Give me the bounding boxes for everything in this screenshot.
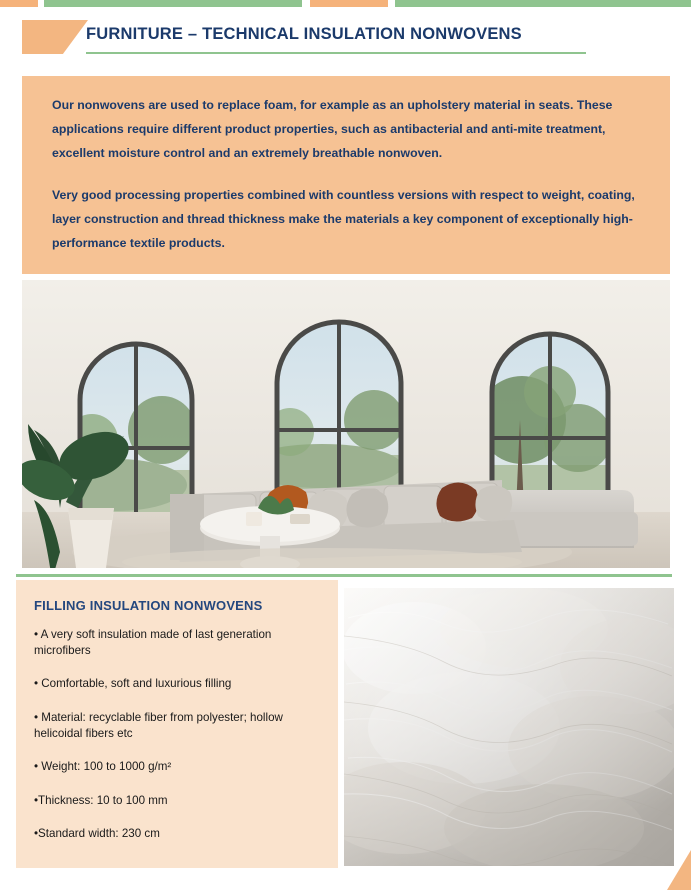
- list-item: • Weight: 100 to 1000 g/m²: [34, 760, 172, 774]
- top-bar-segment-1: [0, 0, 38, 7]
- list-item: •Standard width: 230 cm: [34, 827, 160, 841]
- list-item: • Comfortable, soft and luxurious filling: [34, 677, 232, 691]
- intro-panel: [22, 76, 670, 274]
- top-bar-segment-4: [395, 0, 691, 7]
- top-bar-segment-3: [310, 0, 388, 7]
- fiber-wadding-photo: [344, 588, 674, 866]
- intro-paragraph-1: Our nonwovens are used to replace foam, for example as an upholstery material in seats. These applications require different product properties, such as antibacterial and anti-mite treatment, excellent moisture control and an extremely breathable nonwoven.: [52, 98, 613, 160]
- living-room-photo: [22, 280, 670, 568]
- filling-insulation-bullet-list: [34, 627, 322, 842]
- filling-insulation-heading: FILLING INSULATION NONWOVENS: [34, 598, 263, 613]
- list-item: • A very soft insulation made of last generation microfibers: [34, 628, 272, 657]
- filling-insulation-panel: [16, 580, 338, 868]
- intro-paragraph-2: Very good processing properties combined with countless versions with respect to weight, coating, layer construction and thread thickness make the materials a key component of exceptionally high-performance textile products.: [52, 187, 635, 250]
- top-decoration-bars: [0, 0, 691, 12]
- list-item: • Material: recyclable fiber from polyester; hollow helicoidal fibers etc: [34, 710, 283, 740]
- page-header: [22, 20, 670, 60]
- page-title: FURNITURE – TECHNICAL INSULATION NONWOVENS: [86, 25, 522, 43]
- section-separator: [16, 574, 672, 577]
- list-item: •Thickness: 10 to 100 mm: [34, 793, 168, 807]
- header-flag-shape: [22, 20, 88, 54]
- top-bar-segment-2: [44, 0, 302, 7]
- header-underline: [86, 52, 586, 54]
